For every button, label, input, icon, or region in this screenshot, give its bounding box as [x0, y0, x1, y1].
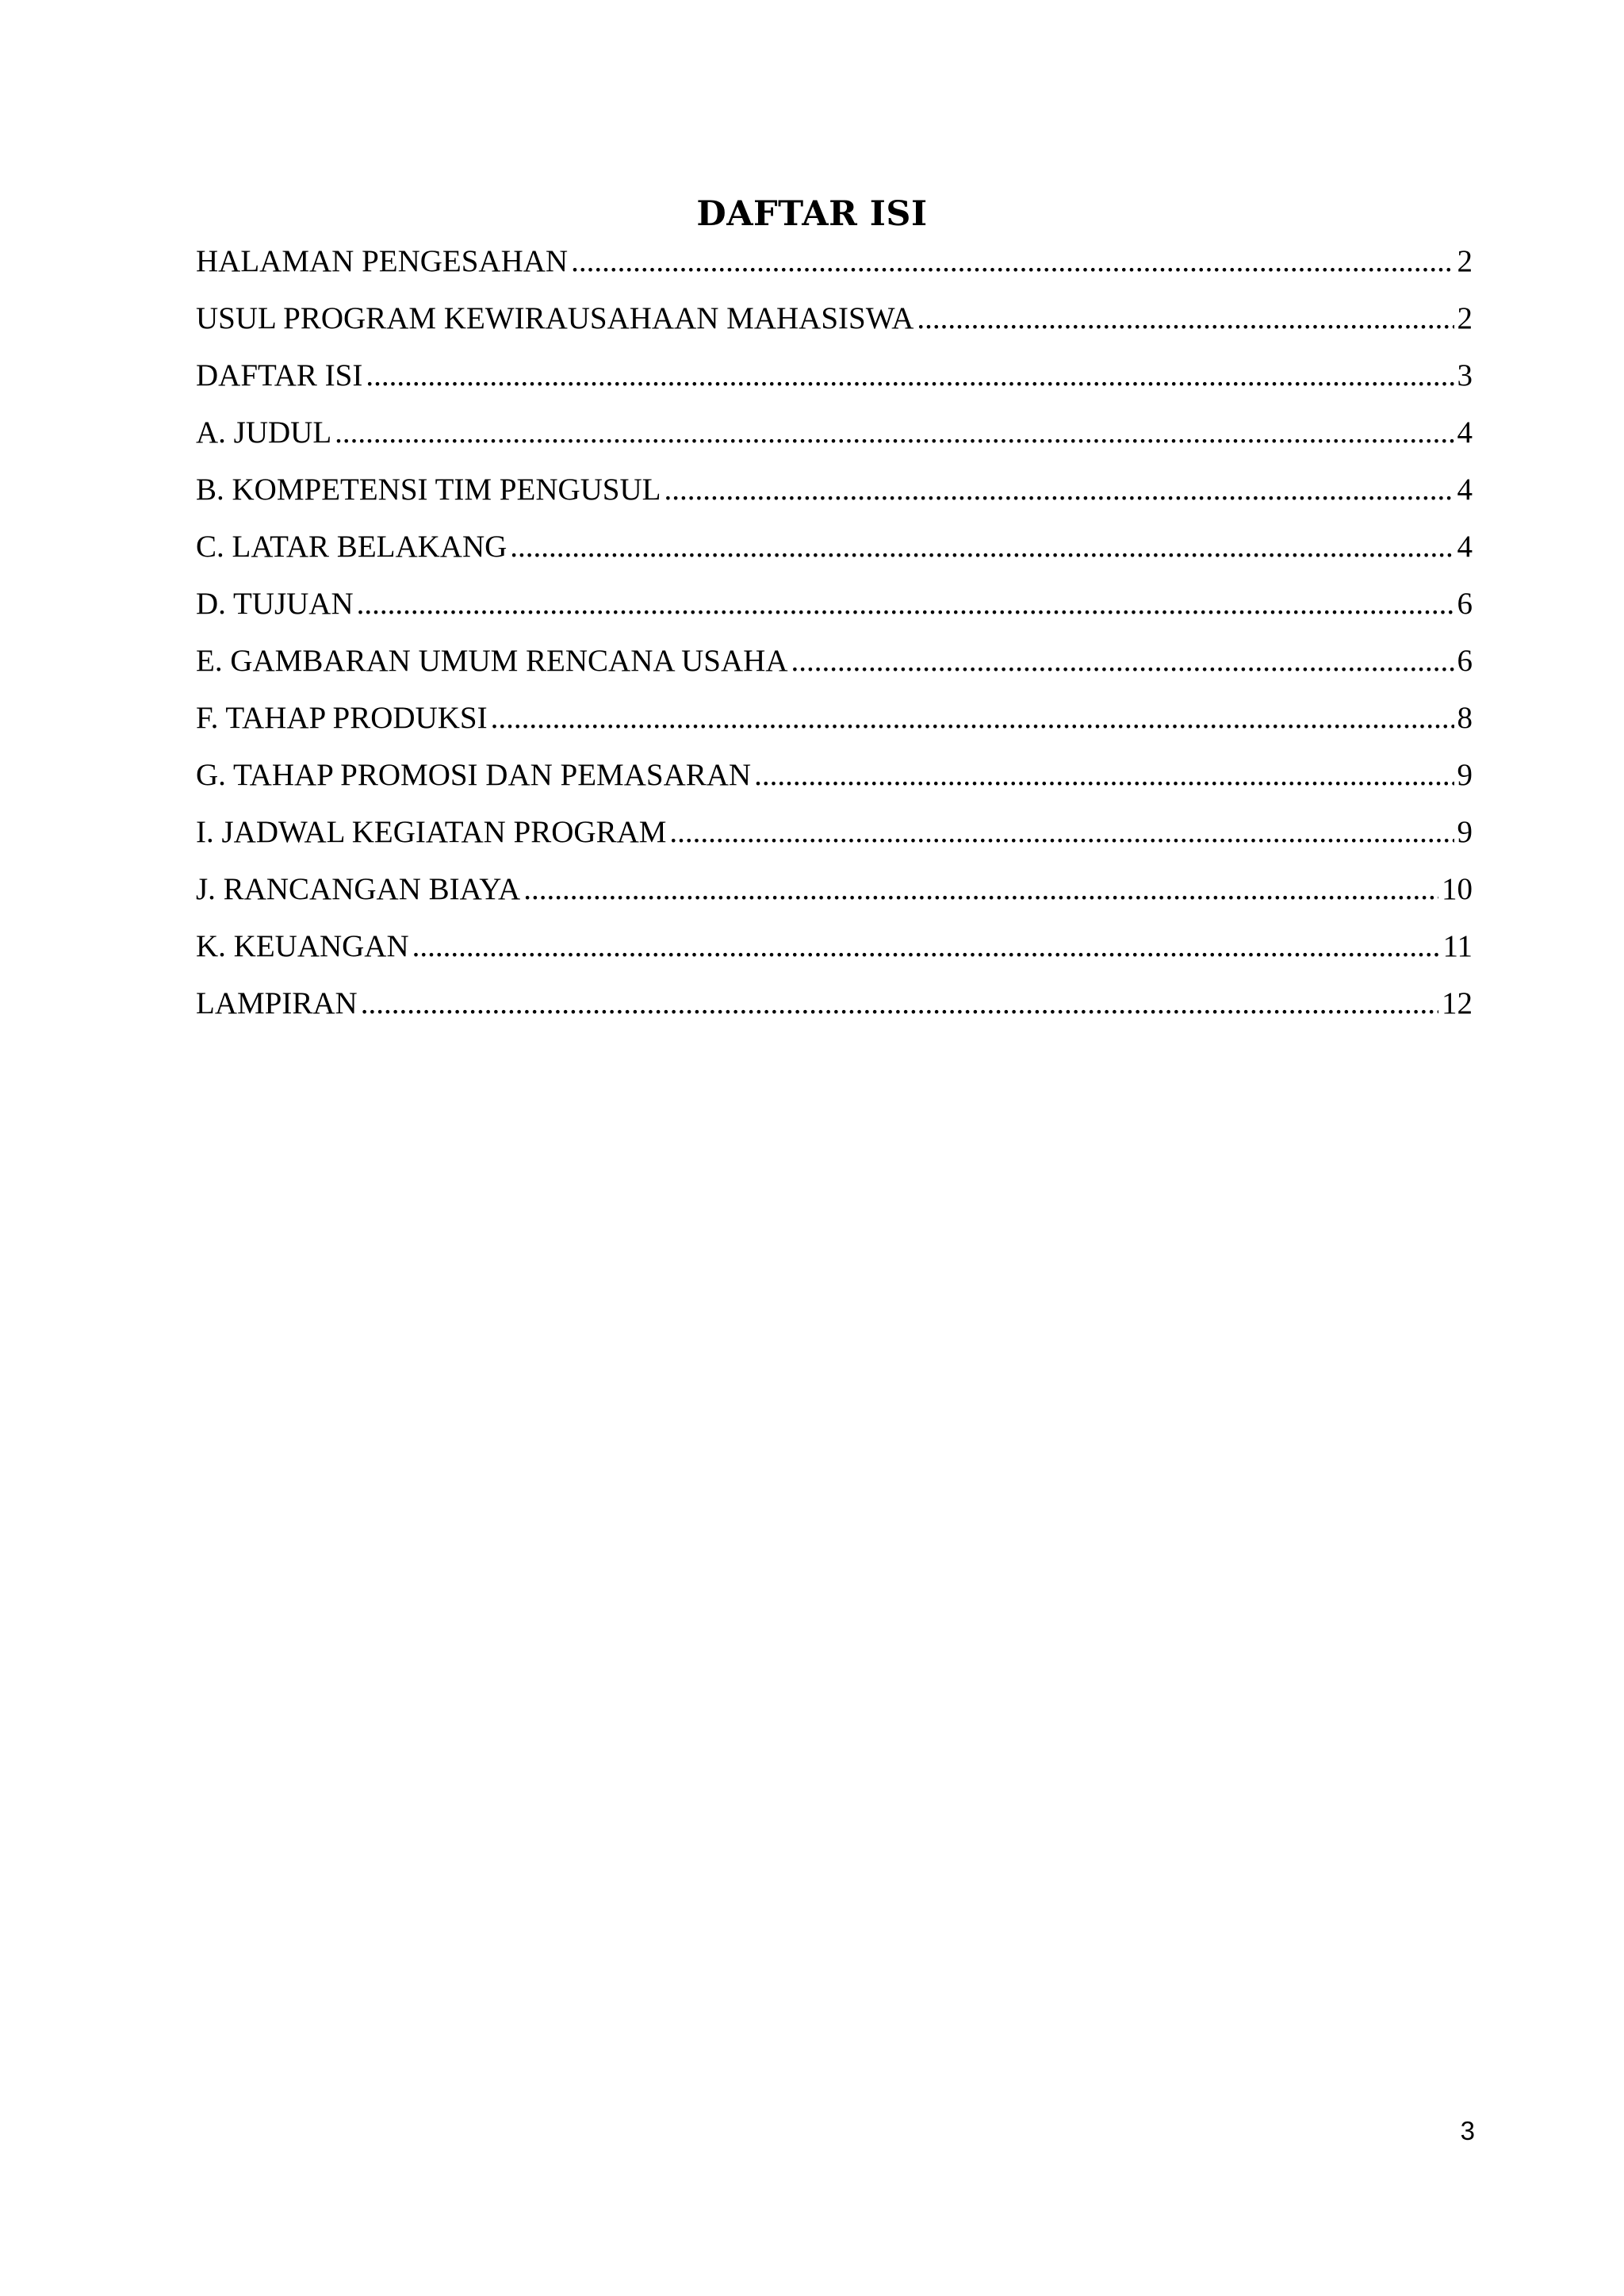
toc-entry-page: 4 — [1457, 473, 1473, 507]
dot-leader — [571, 243, 1454, 281]
toc-entry-label: J. RANCANGAN BIAYA — [196, 872, 521, 906]
toc-entry-keuangan[interactable] — [196, 928, 1473, 985]
dot-leader — [361, 985, 1438, 1023]
toc-entry-latar-belakang[interactable] — [196, 528, 1473, 585]
page-title: DAFTAR ISI — [696, 194, 928, 234]
toc-entry-halaman-pengesahan[interactable] — [196, 243, 1473, 300]
dot-leader — [669, 813, 1454, 851]
dot-leader — [366, 357, 1454, 395]
toc-entry-gambaran-umum[interactable] — [196, 642, 1473, 699]
toc-entry-tujuan[interactable] — [196, 585, 1473, 642]
toc-entry-promosi-pemasaran[interactable] — [196, 756, 1473, 813]
toc-entry-usul-program[interactable] — [196, 300, 1473, 357]
dot-leader — [510, 528, 1454, 566]
dot-leader — [754, 756, 1454, 794]
toc-entry-label: A. JUDUL — [196, 415, 332, 450]
toc-entry-page: 4 — [1457, 415, 1473, 450]
toc-entry-label: I. JADWAL KEGIATAN PROGRAM — [196, 815, 667, 849]
toc-entry-page: 9 — [1457, 815, 1473, 849]
toc-entry-page: 3 — [1457, 358, 1473, 392]
toc-entry-page: 9 — [1457, 758, 1473, 792]
dot-leader — [791, 642, 1454, 680]
page-number: 3 — [1460, 2116, 1475, 2145]
toc-entry-tahap-produksi[interactable] — [196, 699, 1473, 756]
toc-entry-page: 12 — [1442, 986, 1473, 1020]
toc-entry-label: G. TAHAP PROMOSI DAN PEMASARAN — [196, 758, 752, 792]
toc-entry-page: 2 — [1457, 301, 1473, 335]
toc-entry-page: 10 — [1442, 872, 1473, 906]
table-of-contents — [196, 243, 1473, 1042]
toc-entry-label: B. KOMPETENSI TIM PENGUSUL — [196, 473, 661, 507]
toc-entry-label: D. TUJUAN — [196, 587, 354, 621]
toc-entry-label: HALAMAN PENGESAHAN — [196, 244, 569, 278]
toc-entry-label: C. LATAR BELAKANG — [196, 530, 508, 564]
toc-entry-daftar-isi[interactable] — [196, 357, 1473, 414]
toc-entry-rancangan-biaya[interactable] — [196, 871, 1473, 928]
toc-entry-label: LAMPIRAN — [196, 986, 358, 1020]
toc-entry-page: 6 — [1457, 587, 1473, 621]
dot-leader — [665, 471, 1454, 509]
toc-entry-label: DAFTAR ISI — [196, 358, 363, 392]
toc-entry-kompetensi[interactable] — [196, 471, 1473, 528]
toc-entry-label: K. KEUANGAN — [196, 929, 409, 963]
dot-leader — [412, 928, 1440, 966]
toc-entry-label: F. TAHAP PRODUKSI — [196, 701, 488, 735]
dot-leader — [335, 414, 1454, 452]
dot-leader — [917, 300, 1454, 338]
toc-entry-page: 8 — [1457, 701, 1473, 735]
toc-entry-label: USUL PROGRAM KEWIRAUSAHAAN MAHASISWA — [196, 301, 914, 335]
dot-leader — [357, 585, 1454, 623]
dot-leader — [491, 699, 1454, 737]
toc-entry-page: 4 — [1457, 530, 1473, 564]
toc-entry-lampiran[interactable] — [196, 985, 1473, 1042]
toc-entry-page: 11 — [1442, 929, 1473, 963]
dot-leader — [523, 871, 1438, 909]
toc-entry-judul[interactable] — [196, 414, 1473, 471]
toc-entry-label: E. GAMBARAN UMUM RENCANA USAHA — [196, 644, 788, 678]
toc-entry-page: 6 — [1457, 644, 1473, 678]
toc-entry-jadwal-kegiatan[interactable] — [196, 813, 1473, 871]
toc-entry-page: 2 — [1457, 244, 1473, 278]
